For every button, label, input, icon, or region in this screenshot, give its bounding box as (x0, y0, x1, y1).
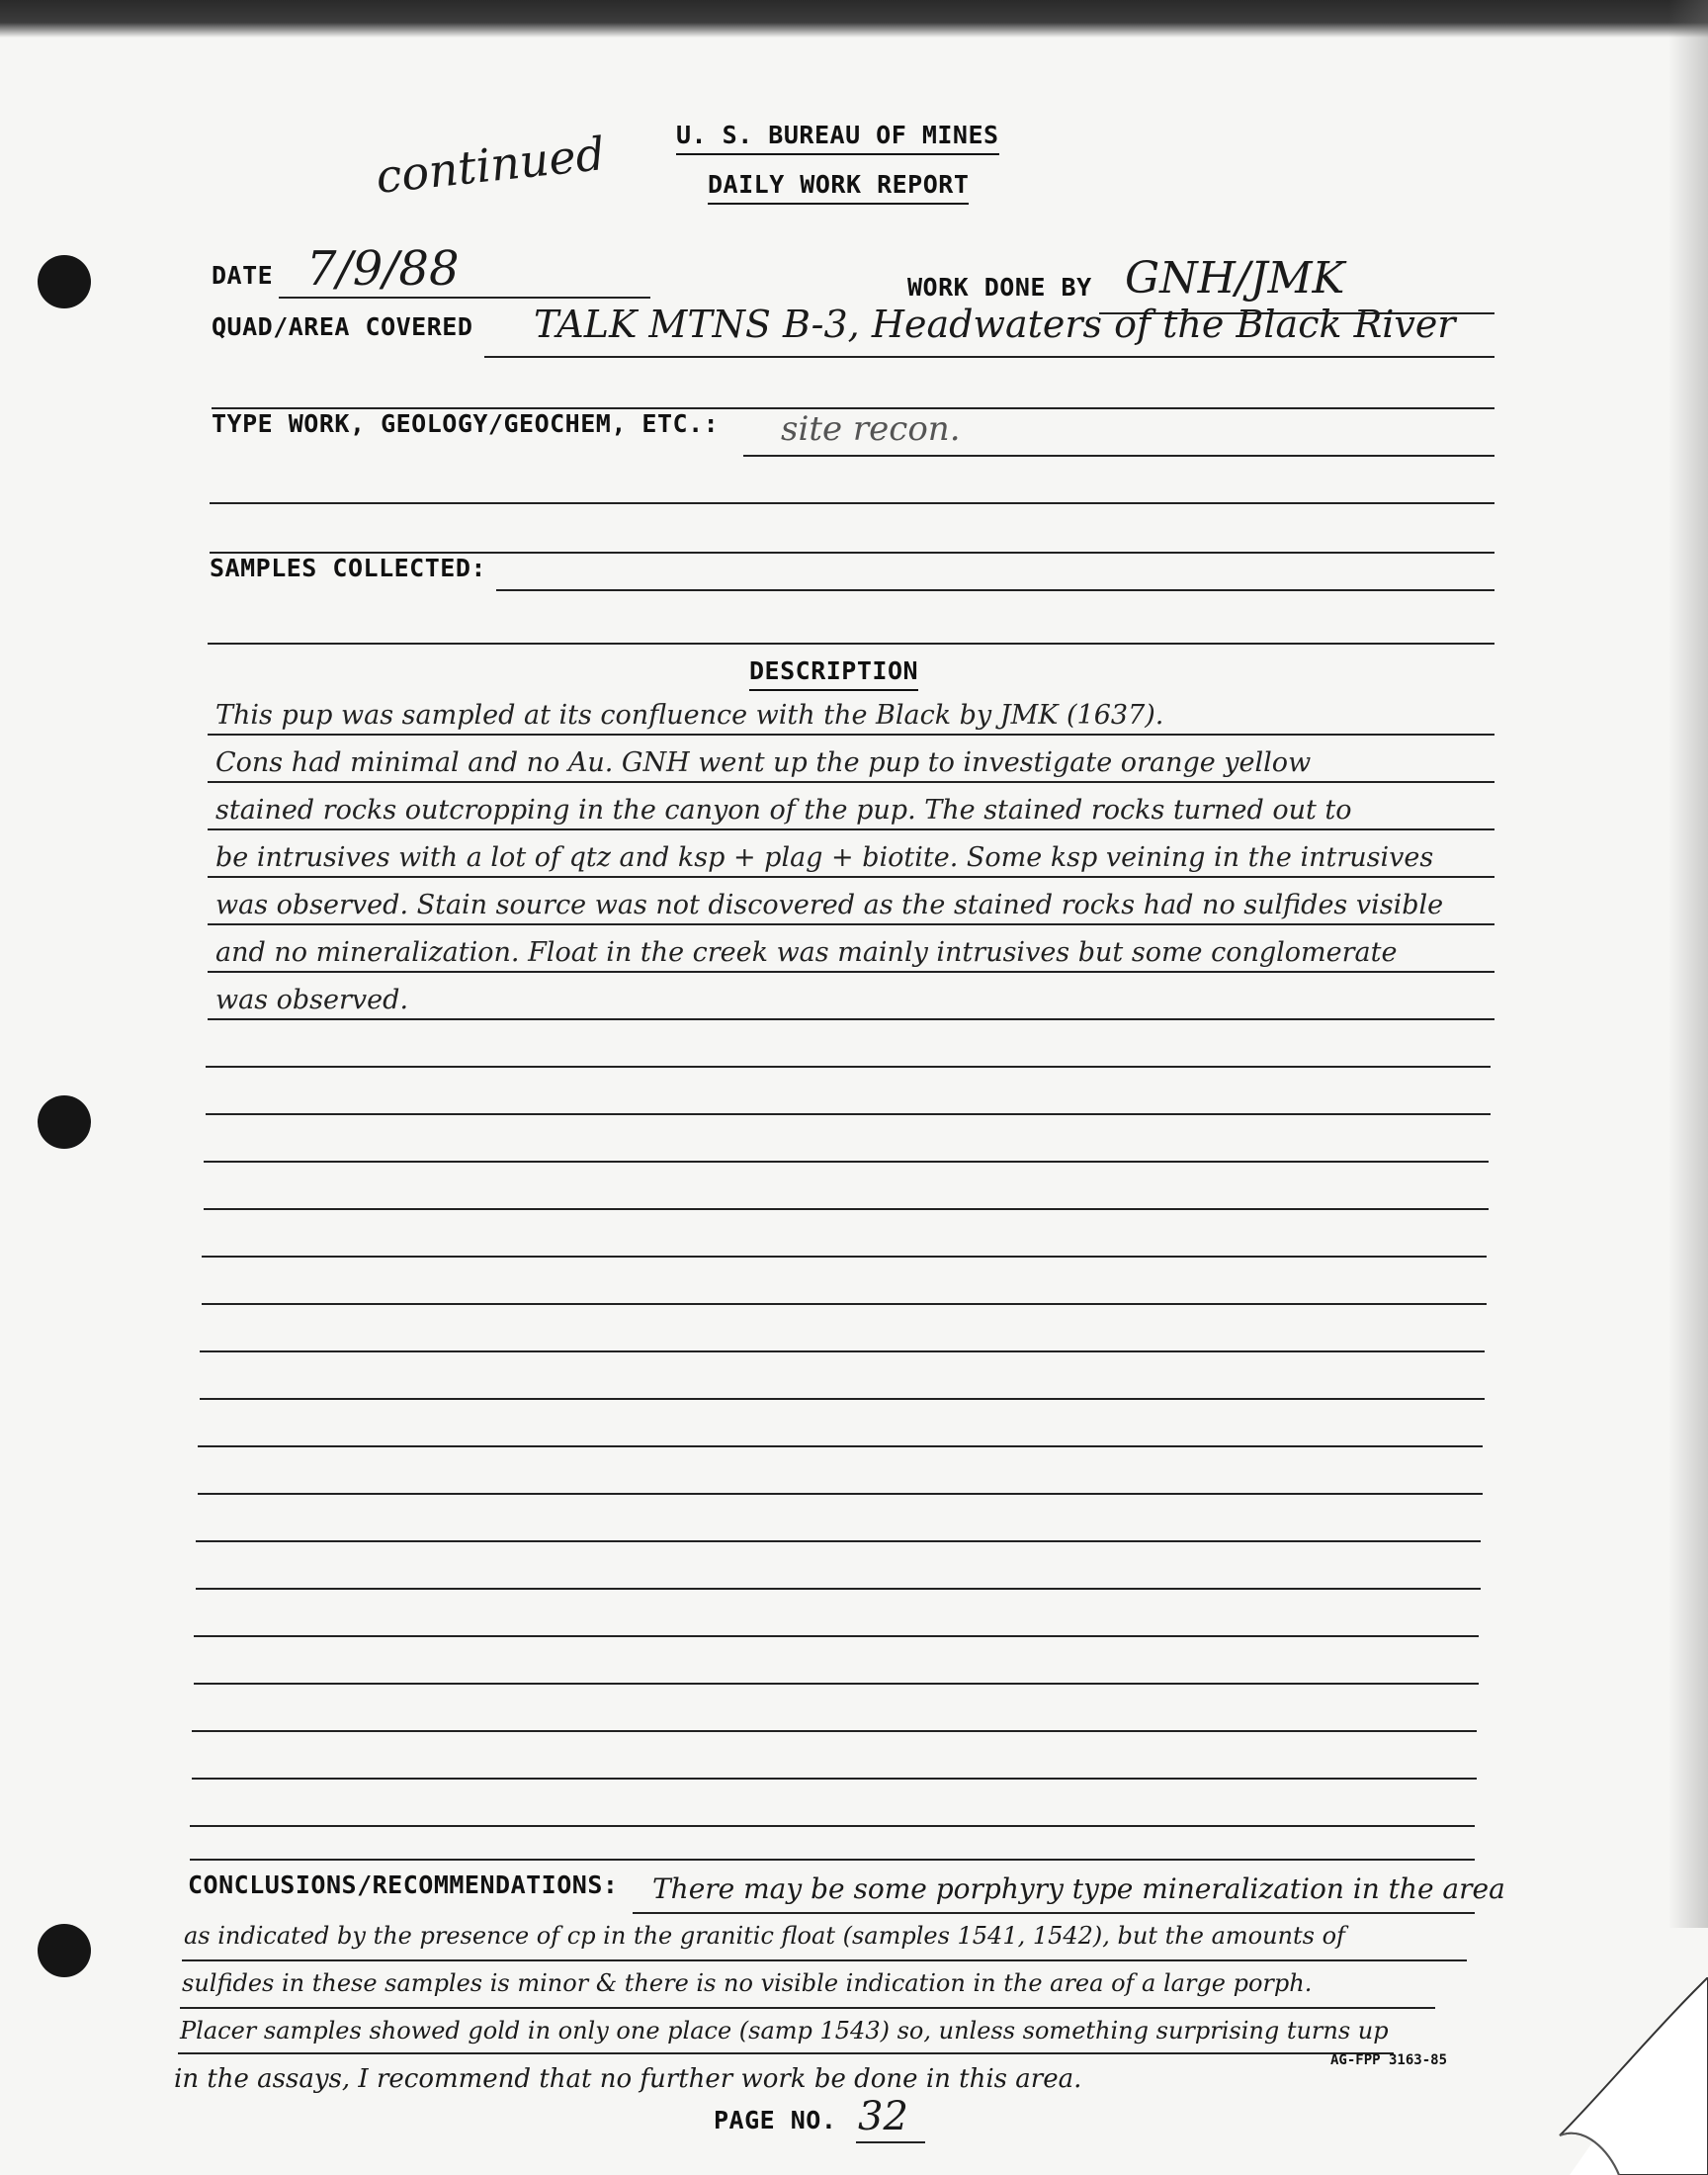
description-line: stained rocks outcropping in the canyon of the pup. The stained rocks turned out to (215, 795, 1352, 826)
conclusions-line: as indicated by the presence of cp in the granitic float (samples 1541, 1542), but the amounts of (184, 1922, 1345, 1950)
description-rule (202, 1256, 1487, 1258)
conclusions-rule (182, 1959, 1467, 1961)
description-rule (208, 734, 1494, 736)
description-rule (208, 828, 1494, 830)
description-rule (200, 1350, 1485, 1352)
date-value: 7/9/88 (306, 241, 460, 297)
agency-title: U. S. BUREAU OF MINES (676, 121, 999, 155)
samples-rule-2 (208, 643, 1494, 645)
quad-area-rule (484, 356, 1494, 358)
binder-hole-top (38, 255, 91, 308)
page-number-label: PAGE NO. (714, 2106, 837, 2134)
description-rule (208, 876, 1494, 878)
description-rule (198, 1445, 1483, 1447)
description-line: be intrusives with a lot of qtz and ksp + plag + biotite. Some ksp veining in the intrusives (215, 842, 1434, 873)
description-line: was observed. (215, 985, 409, 1015)
type-work-rule (743, 455, 1494, 457)
type-work-value: site recon. (781, 409, 961, 449)
curled-corner (1451, 1977, 1708, 2175)
description-rule (196, 1588, 1481, 1590)
binder-hole-middle (38, 1095, 91, 1149)
description-rule (208, 1018, 1494, 1020)
conclusions-line: There may be some porphyry type mineralization in the area (652, 1872, 1505, 1905)
quad-area-value: TALK MTNS B-3, Headwaters of the Black River (534, 303, 1456, 346)
description-rule (208, 781, 1494, 783)
quad-area-label: QUAD/AREA COVERED (212, 312, 473, 341)
description-rule (198, 1493, 1483, 1495)
description-rule (190, 1859, 1475, 1861)
description-line: was observed. Stain source was not discovered as the stained rocks had no sulfides visible (215, 890, 1444, 920)
conclusions-label: CONCLUSIONS/RECOMMENDATIONS: (188, 1870, 619, 1899)
work-done-by-label: WORK DONE BY (907, 273, 1092, 302)
description-heading: DESCRIPTION (749, 656, 918, 691)
description-line: This pup was sampled at its confluence with the Black by JMK (1637). (215, 700, 1164, 731)
continued-note: continued (373, 127, 608, 204)
scan-right-edge (1668, 0, 1708, 1928)
report-title: DAILY WORK REPORT (708, 170, 969, 205)
conclusions-rule (178, 2052, 1394, 2054)
description-rule (202, 1303, 1487, 1305)
scan-top-edge (0, 0, 1708, 38)
description-rule (194, 1683, 1479, 1685)
date-label: DATE (212, 261, 274, 290)
type-work-rule-2 (210, 502, 1494, 504)
description-rule (190, 1825, 1475, 1827)
description-rule (194, 1635, 1479, 1637)
conclusions-rule (633, 1912, 1475, 1914)
description-rule (204, 1161, 1489, 1163)
description-rule (206, 1066, 1491, 1068)
work-done-by-value: GNH/JMK (1125, 253, 1345, 304)
description-rule (208, 971, 1494, 973)
page-number-rule (856, 2141, 925, 2143)
conclusions-line: in the assays, I recommend that no further work be done in this area. (174, 2064, 1082, 2094)
conclusions-line: Placer samples showed gold in only one place (samp 1543) so, unless something surprising turns up (180, 2017, 1389, 2044)
description-line: Cons had minimal and no Au. GNH went up the pup to investigate orange yellow (215, 747, 1312, 778)
description-rule (208, 923, 1494, 925)
form-code: AG-FPP 3163-85 (1330, 2052, 1448, 2068)
description-line: and no mineralization. Float in the creek was mainly intrusives but some conglomerate (215, 937, 1398, 968)
page-number-value: 32 (858, 2094, 908, 2139)
samples-rule (496, 589, 1494, 591)
description-rule (206, 1113, 1491, 1115)
description-rule (200, 1398, 1485, 1400)
binder-hole-bottom (38, 1924, 91, 1977)
type-work-label: TYPE WORK, GEOLOGY/GEOCHEM, ETC.: (212, 409, 720, 438)
conclusions-rule (180, 2007, 1435, 2009)
conclusions-line: sulfides in these samples is minor & there is no visible indication in the area of a large porph. (182, 1969, 1313, 1997)
description-rule (192, 1778, 1477, 1780)
description-rule (196, 1540, 1481, 1542)
description-rule (192, 1730, 1477, 1732)
samples-collected-label: SAMPLES COLLECTED: (210, 554, 486, 582)
date-rule (279, 297, 650, 299)
description-rule (204, 1208, 1489, 1210)
